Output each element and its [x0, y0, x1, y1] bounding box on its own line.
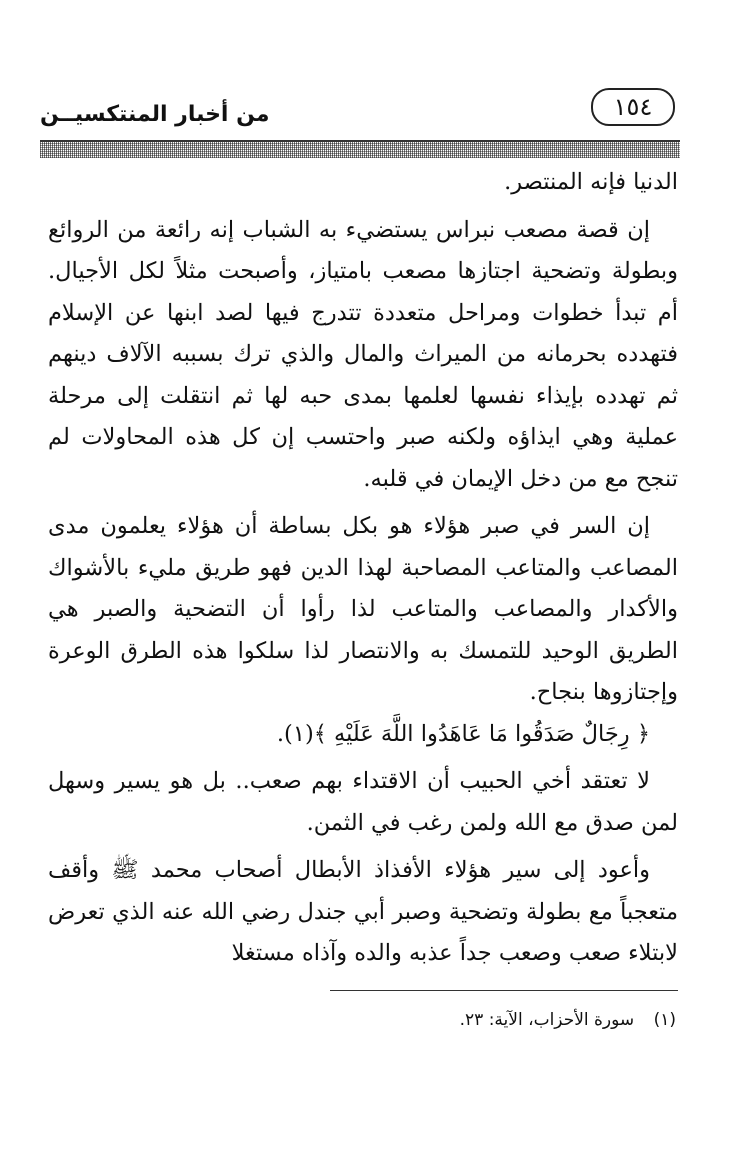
quran-verse: ﴿ رِجَالٌ صَدَقُوا مَا عَاهَدُوا اللَّهَ عَلَيْهِ ﴾(١).: [276, 720, 650, 747]
paragraph: وأعود إلى سير هؤلاء الأفذاذ الأبطال أصحاب محمد ﷺ وأقف متعجباً مع بطولة وتضحية وصبر أبي جندل رضي الله عنه الذي تعرض لابتلاء صعب وصعب جداً عذبه والده وآذاه مستغلا: [48, 857, 678, 966]
footnote-divider: [330, 990, 678, 991]
footnote: [460, 1010, 676, 1030]
paragraph: إن السر في صبر هؤلاء هو بكل بساطة أن هؤلاء يعلمون مدى المصاعب والمتاعب المصاحبة لهذا الدين فهو طريق مليء بالأشواك والأكدار والمصاعب والمتاعب لذا رأوا أن التضحية والصبر هي الطريق الوحيد للتمسك به والانتصار لذا سلكوا هذه الطرق الوعرة وإجتازوها بنجاح.: [48, 513, 678, 705]
running-title: من أخبار المنتكسيــن: [40, 102, 270, 127]
paragraph: لا تعتقد أخي الحبيب أن الاقتداء بهم صعب.. بل هو يسير وسهل لمن صدق مع الله ولمن رغب في الثمن.: [48, 768, 678, 836]
body-text: [48, 162, 678, 975]
paragraph: إن قصة مصعب نبراس يستضيء به الشباب إنه رائعة من الروائع وبطولة وتضحية اجتازها مصعب بامتياز، وأصبحت مثلاً لكل الأجيال. أم تبدأ خطوات ومراحل متعددة تتدرج فيها لصد ابنها عن الإسلام فتهدده بحرمانه من الميراث والمال والذي ترك بسببه الآلاف دينهم ثم تهدده بإيذاء نفسها لعلمها بمدى حبه لها ثم انتقلت إلى مرحلة عملية وهي ايذاؤه ولكنه صبر واحتسب إن كل هذه المحاولات لم تنجح مع من دخل الإيمان في قلبه.: [48, 216, 678, 492]
footnote-marker: (١): [653, 1010, 676, 1030]
footnote-text: سورة الأحزاب، الآية: ٢٣.: [459, 1010, 635, 1030]
page-header: [40, 88, 685, 138]
header-divider: [40, 140, 680, 158]
paragraph: الدنيا فإنه المنتصر.: [504, 169, 678, 195]
page-number: ١٥٤: [591, 88, 675, 126]
